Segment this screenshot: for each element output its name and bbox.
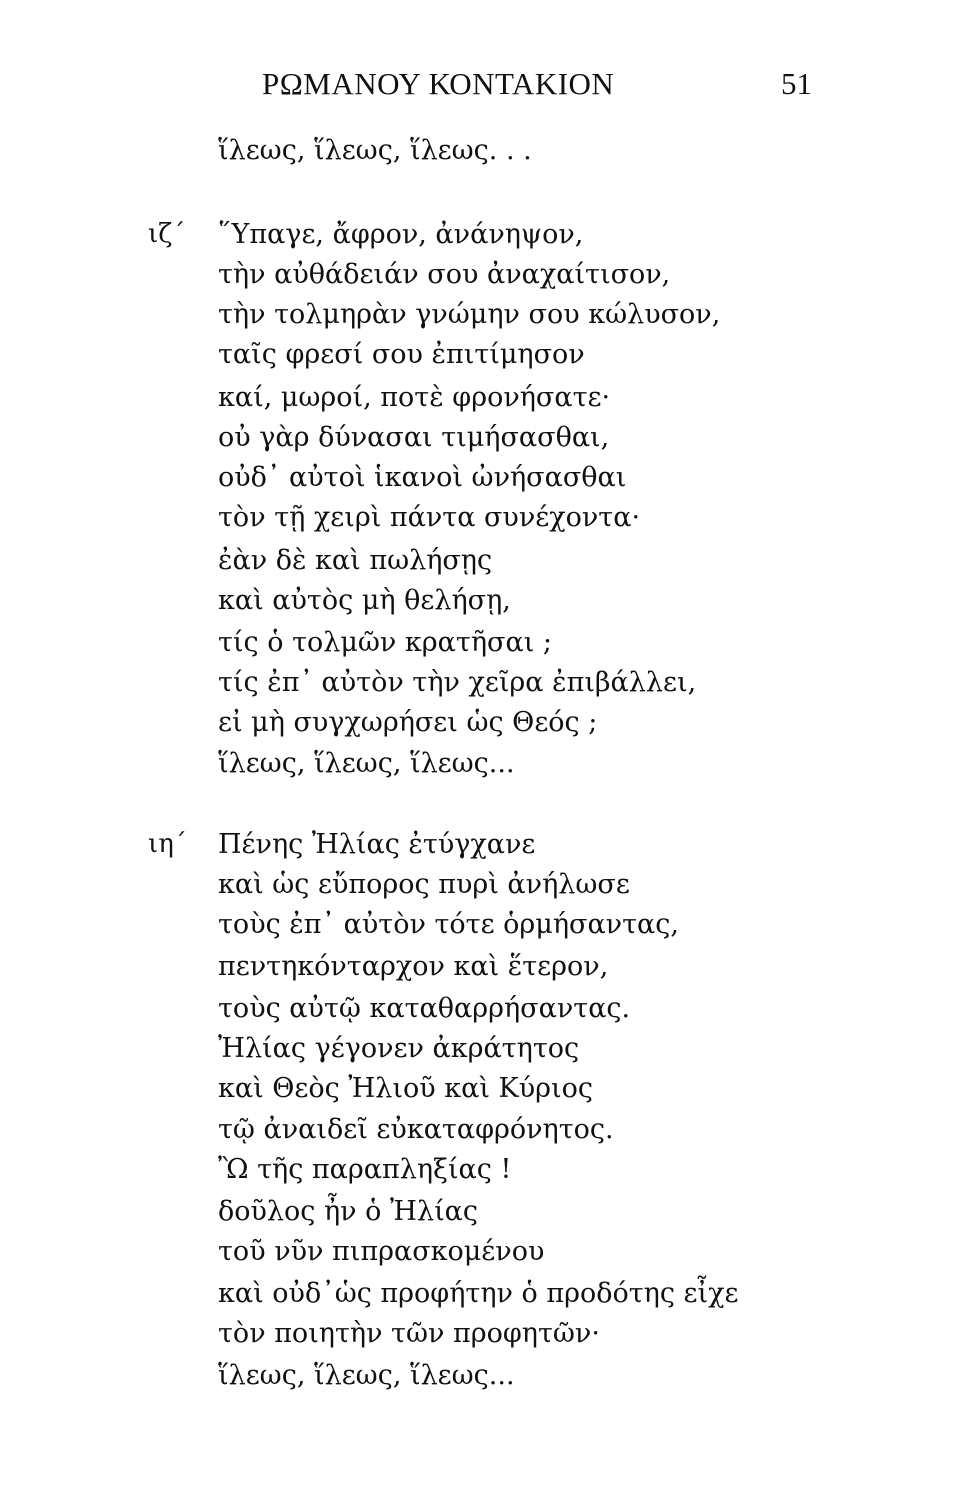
verse-line: τίς ὁ τολμῶν κρατῆσαι ;: [218, 627, 552, 658]
verse-line: Πένης Ἠλίας ἐτύγχανε: [218, 829, 536, 860]
verse-line: τοὺς αὐτῷ καταθαρρήσαντας.: [218, 993, 631, 1024]
verse-line: καὶ αὐτὸς μὴ θελήσῃ,: [218, 585, 511, 616]
verse-line: καὶ οὐδ᾿ὡς προφήτην ὁ προδότης εἶχε: [218, 1278, 739, 1309]
verse-line: ἐὰν δὲ καὶ πωλήσῃς: [218, 545, 493, 576]
verse-line: δοῦλος ἦν ὁ Ἠλίας: [218, 1196, 479, 1227]
verse-line: ῞Υπαγε, ἄφρον, ἀνάνηψον,: [218, 219, 584, 250]
verse-line: ἵλεως, ἵλεως, ἵλεως...: [218, 748, 515, 779]
page-number: 51: [781, 66, 812, 101]
verse-line: καὶ Θεὸς Ἠλιοῦ καὶ Κύριος: [218, 1073, 593, 1104]
running-title: ΡΩΜΑΝΟΥ ΚΟΝΤΑΚΙΟΝ: [262, 66, 615, 101]
verse-line: οὐδ᾿ αὐτοὶ ἱκανοὶ ὠνήσασθαι: [218, 462, 627, 493]
verse-line: τῷ ἀναιδεῖ εὐκαταφρόνητος.: [218, 1114, 614, 1145]
verse-line: Ἠλίας γέγονεν ἀκράτητος: [218, 1033, 580, 1064]
verse-line: τὸν τῇ χειρὶ πάντα συνέχοντα·: [218, 502, 641, 533]
verse-line: Ὢ τῆς παραπληξίας !: [218, 1154, 512, 1185]
verse-line: οὐ γὰρ δύνασαι τιμήσασθαι,: [218, 422, 610, 453]
verse-line: ταῖς φρεσί σου ἐπιτίμησον: [218, 339, 585, 370]
verse-line: εἰ μὴ συγχωρήσει ὡς Θεός ;: [218, 707, 598, 738]
verse-line: πεντηκόνταρχον καὶ ἕτερον,: [218, 951, 609, 982]
verse-line: τίς ἐπ᾿ αὐτὸν τὴν χεῖρα ἐπιβάλλει,: [218, 667, 697, 698]
verse-line: τὸν ποιητὴν τῶν προφητῶν·: [218, 1318, 600, 1349]
stanza-number: ιη΄: [148, 829, 187, 859]
verse-line: καὶ ὡς εὔπορος πυρὶ ἀνήλωσε: [218, 869, 630, 900]
verse-line: τὴν αὐθάδειάν σου ἀναχαίτισον,: [218, 259, 671, 290]
verse-line: τοὺς ἐπ᾿ αὐτὸν τότε ὁρμήσαντας,: [218, 909, 679, 940]
stanza-number: ιζ΄: [148, 219, 186, 249]
opening-refrain-line: ἵλεως, ἵλεως, ἵλεως. . .: [218, 135, 532, 166]
verse-line: τὴν τολμηρὰν γνώμην σου κώλυσον,: [218, 299, 721, 330]
verse-line: καί, μωροί, ποτὲ φρονήσατε·: [218, 382, 611, 413]
verse-line: ἵλεως, ἵλεως, ἵλεως...: [218, 1360, 515, 1391]
verse-line: τοῦ νῦν πιπρασκομένου: [218, 1236, 545, 1267]
